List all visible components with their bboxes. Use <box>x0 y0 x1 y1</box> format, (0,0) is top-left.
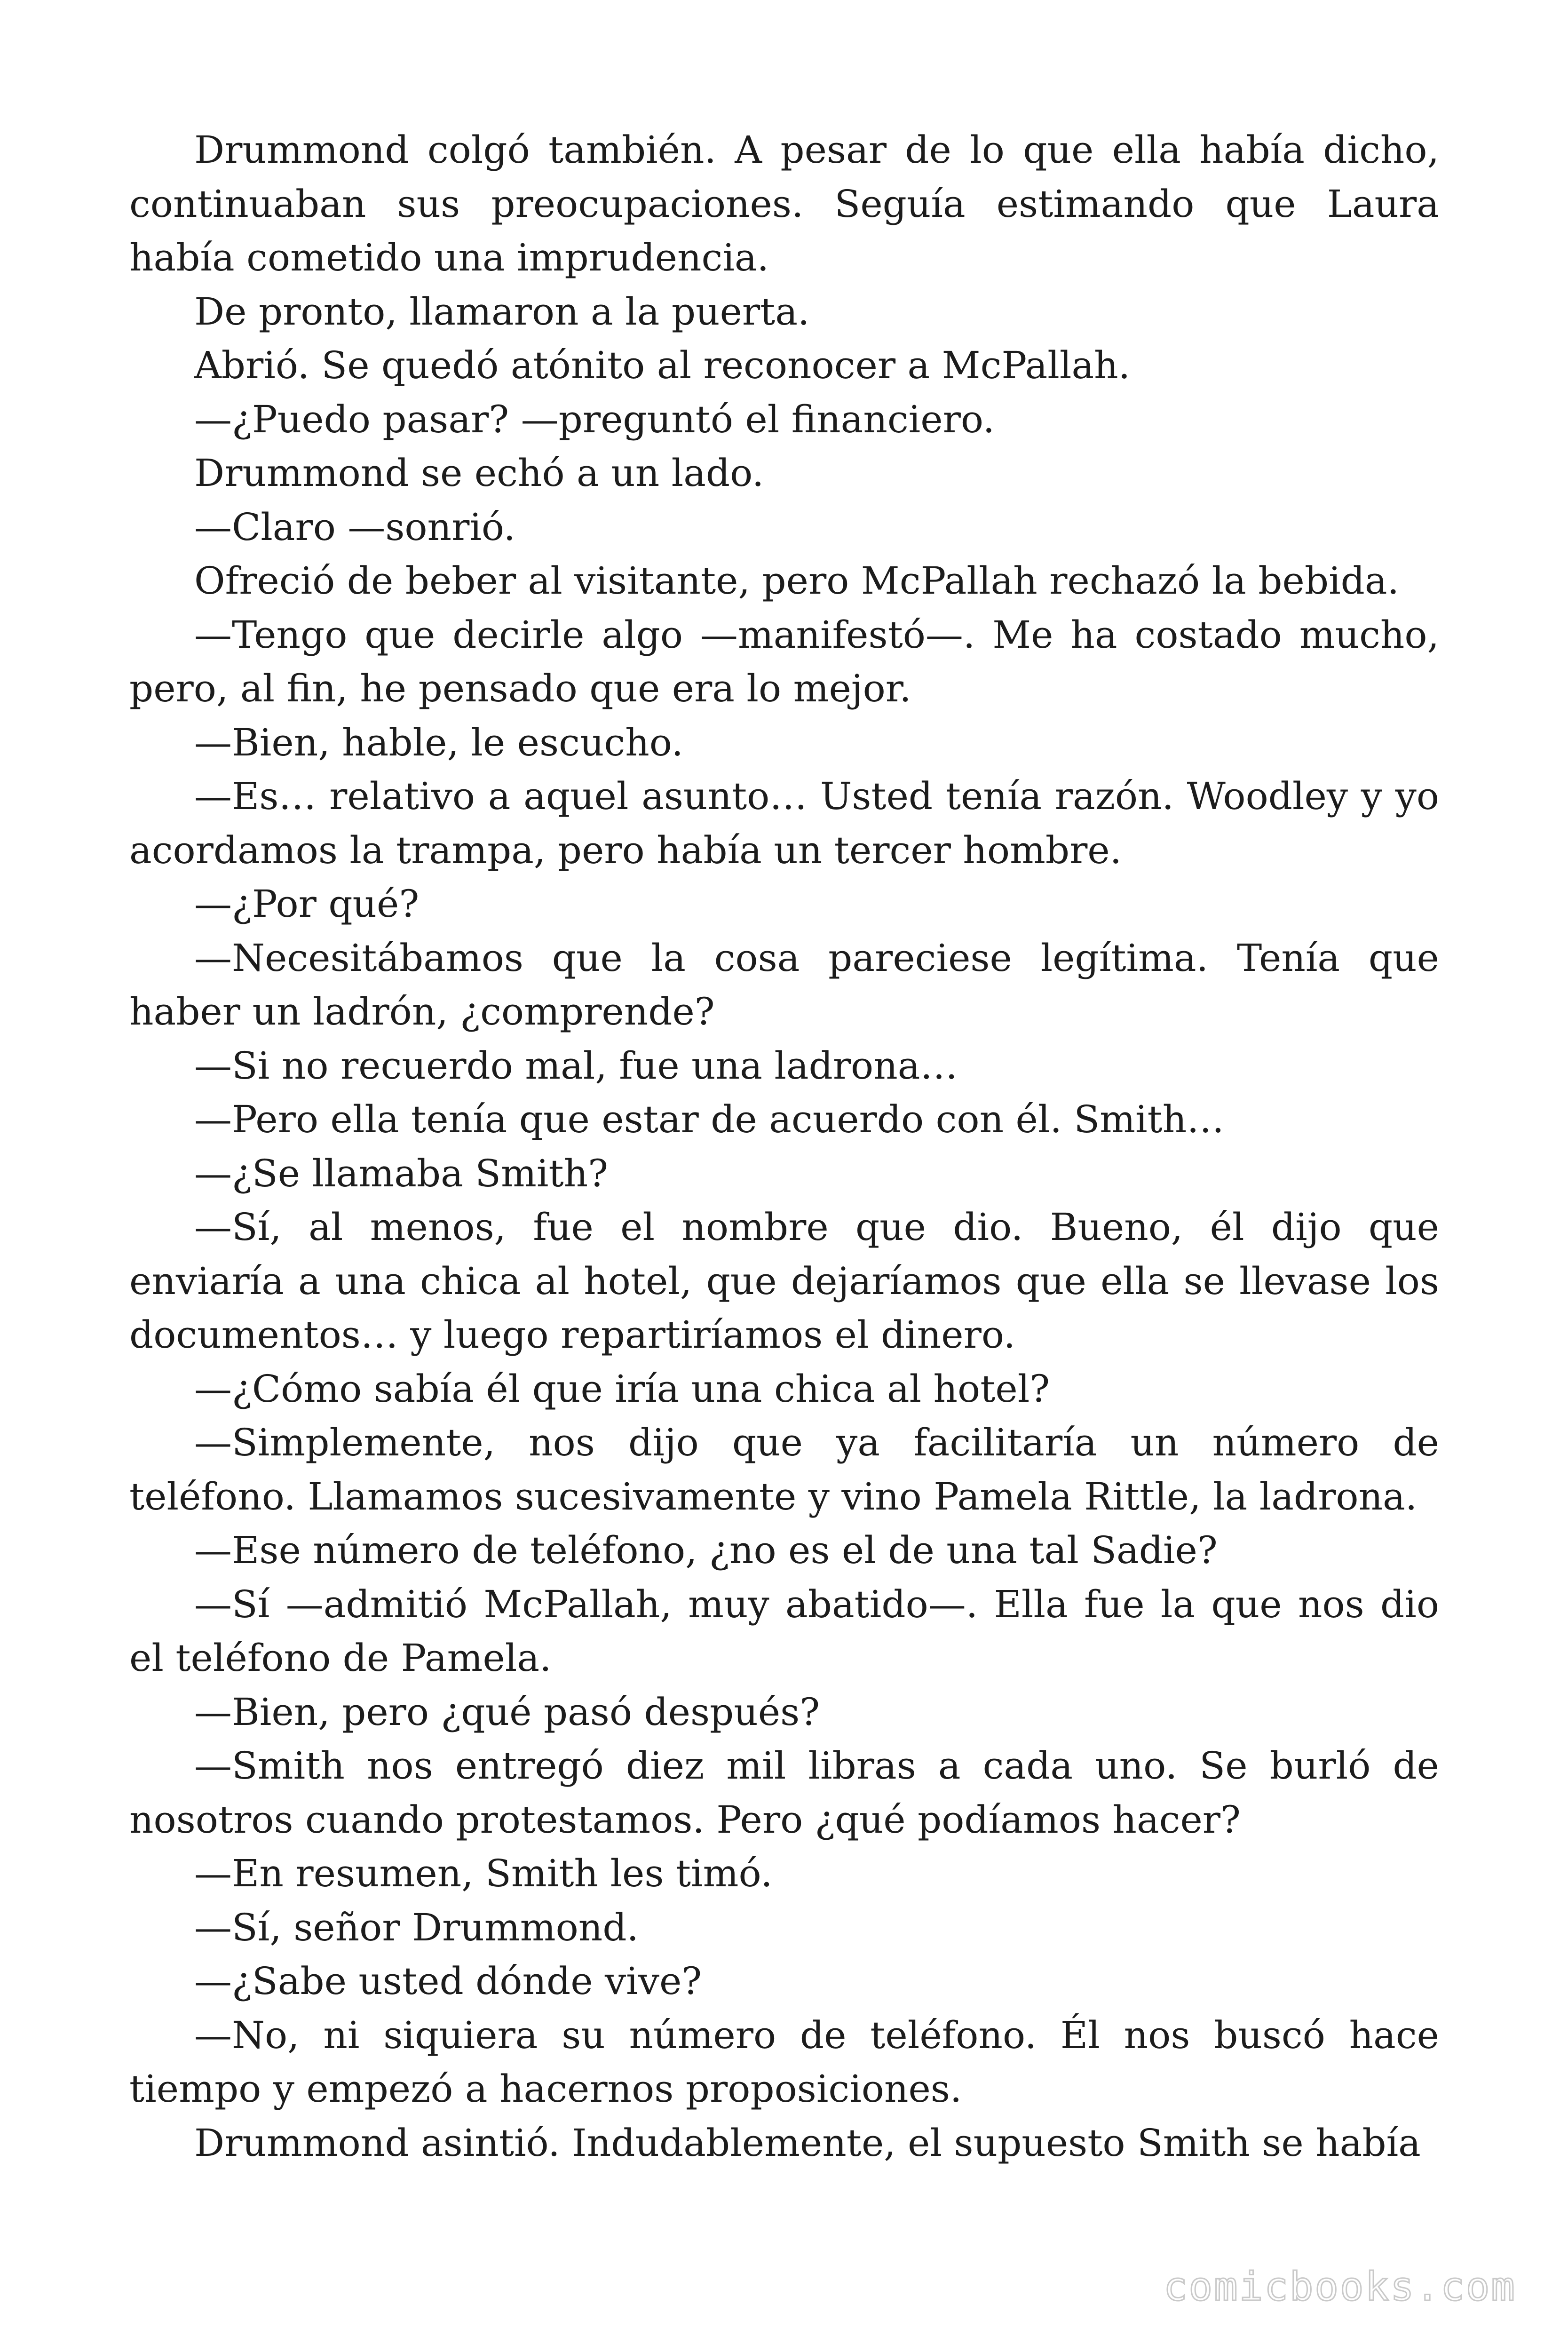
paragraph: —Claro —sonrió. <box>194 505 516 549</box>
paragraph: —¿Se llamaba Smith? <box>194 1151 609 1195</box>
paragraph: —No, ni siquiera su número de teléfono. Él nos buscó hace tiempo y empezó a hacernos proposiciones. <box>129 2013 1439 2111</box>
body-text <box>129 123 1439 2170</box>
paragraph: Drummond colgó también. A pesar de lo que ella había dicho, continuaban sus preocupaciones. Seguía estimando que Laura había cometido una imprudencia. <box>129 128 1439 279</box>
paragraph: —En resumen, Smith les timó. <box>194 1851 773 1895</box>
paragraph: —Simplemente, nos dijo que ya facilitaría un número de teléfono. Llamamos sucesivamente y vino Pamela Rittle, la ladrona. <box>129 1421 1439 1518</box>
paragraph: —Si no recuerdo mal, fue una ladrona… <box>194 1043 958 1088</box>
paragraph: —Bien, pero ¿qué pasó después? <box>194 1690 820 1734</box>
paragraph: —¿Sabe usted dónde vive? <box>194 1959 702 2003</box>
paragraph: —Bien, hable, le escucho. <box>194 720 683 764</box>
paragraph: —¿Por qué? <box>194 882 420 926</box>
paragraph: —Smith nos entregó diez mil libras a cada uno. Se burló de nosotros cuando protestamos. Pero ¿qué podíamos hacer? <box>129 1744 1439 1842</box>
paragraph: Drummond se echó a un lado. <box>194 451 764 495</box>
paragraph: —Es… relativo a aquel asunto… Usted tenía razón. Woodley y yo acordamos la trampa, pero había un tercer hombre. <box>129 774 1439 872</box>
paragraph: Ofreció de beber al visitante, pero McPallah rechazó la bebida. <box>194 559 1399 603</box>
paragraph: —Pero ella tenía que estar de acuerdo con él. Smith… <box>194 1097 1225 1141</box>
paragraph: —¿Puedo pasar? —preguntó el financiero. <box>194 397 995 441</box>
paragraph: —Ese número de teléfono, ¿no es el de una tal Sadie? <box>194 1528 1218 1572</box>
paragraph: Abrió. Se quedó atónito al reconocer a McPallah. <box>194 343 1131 387</box>
watermark: comicbooks.com <box>1163 2264 1516 2310</box>
paragraph: —Sí, al menos, fue el nombre que dio. Bueno, él dijo que enviaría a una chica al hotel, que dejaríamos que ella se llevase los documentos… y luego repartiríamos el dinero. <box>129 1205 1439 1357</box>
paragraph: —Sí, señor Drummond. <box>194 1905 639 1949</box>
paragraph: —Sí —admitió McPallah, muy abatido—. Ella fue la que nos dio el teléfono de Pamela. <box>129 1582 1439 1680</box>
paragraph: —Necesitábamos que la cosa pareciese legítima. Tenía que haber un ladrón, ¿comprende? <box>129 936 1439 1033</box>
paragraph: —¿Cómo sabía él que iría una chica al hotel? <box>194 1367 1050 1411</box>
paragraph: Drummond asintió. Indudablemente, el supuesto Smith se había <box>194 2121 1421 2165</box>
paragraph: —Tengo que decirle algo —manifestó—. Me ha costado mucho, pero, al fin, he pensado que era lo mejor. <box>129 612 1439 710</box>
paragraph: De pronto, llamaron a la puerta. <box>194 289 810 334</box>
